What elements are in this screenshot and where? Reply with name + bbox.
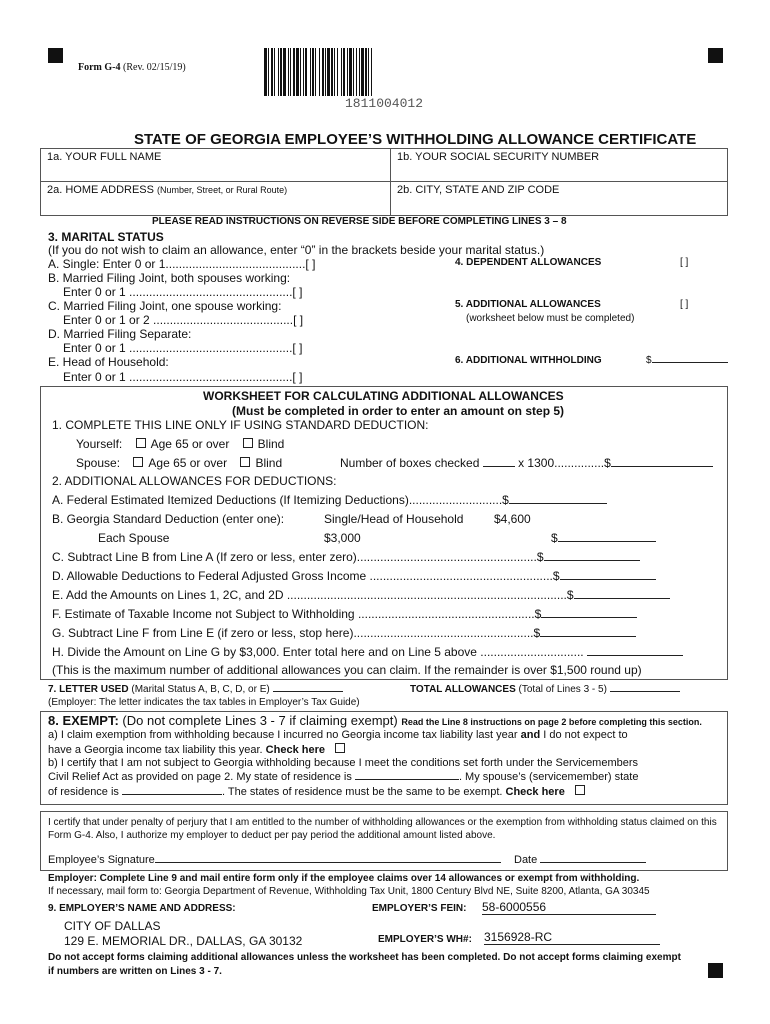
yourself-blind-checkbox[interactable]	[243, 438, 253, 448]
worksheet-note: (This is the maximum number of additional allowances you can claim. If the remainder is over $1,500 round up)	[52, 663, 642, 677]
barcode-bar	[274, 48, 275, 96]
marital-c[interactable]: Enter 0 or 1 or 2 ..........................................[ ]	[63, 313, 304, 327]
yourself-row: Yourself: Age 65 or over Blind	[76, 437, 285, 451]
barcode-bar	[296, 48, 299, 96]
letter-used-row[interactable]: 7. LETTER USED (Marital Status A, B, C, D, or E)	[48, 684, 343, 695]
worksheet-line-b: B. Georgia Standard Deduction (enter one):	[52, 512, 285, 526]
state-of-residence-field[interactable]	[355, 779, 459, 780]
home-address-field[interactable]: 2a. HOME ADDRESS (Number, Street, or Rural Route)	[47, 184, 288, 196]
ssn-field[interactable]: 1b. YOUR SOCIAL SECURITY NUMBER	[397, 151, 600, 163]
employer-wh-label: EMPLOYER’S WH#:	[378, 934, 472, 945]
employer-fein-field[interactable]: 58-6000556	[482, 900, 656, 915]
employer-instructions: Employer: Complete Line 9 and mail entire form only if the employee claims over 14 allowances or exempt from withholding.	[48, 873, 640, 884]
worksheet-line-d[interactable]: D. Allowable Deductions to Federal Adjusted Gross Income .......................................................$	[52, 569, 656, 583]
worksheet-subtitle: (Must be completed in order to enter an amount on step 5)	[232, 404, 565, 418]
employer-wh-field[interactable]: 3156928-RC	[484, 930, 660, 945]
exempt-a-line1: a) I claim exemption from withholding because I incurred no Georgia income tax liability last year and I do not expect to	[48, 729, 628, 741]
barcode-bar	[368, 48, 369, 96]
each-spouse-label: Each Spouse	[98, 531, 170, 545]
employer-letter-note: (Employer: The letter indicates the tax tables in Employer’s Tax Guide)	[48, 697, 360, 708]
employer-name-label: 9. EMPLOYER’S NAME AND ADDRESS:	[48, 903, 236, 914]
barcode-bar	[341, 48, 342, 96]
instructions-note: PLEASE READ INSTRUCTIONS ON REVERSE SIDE BEFORE COMPLETING LINES 3 – 8	[152, 216, 567, 227]
registration-mark-top-left	[48, 48, 63, 63]
signature-date-field[interactable]: Date	[514, 854, 646, 866]
worksheet-line-a[interactable]: A. Federal Estimated Itemized Deductions (If Itemizing Deductions)............................$	[52, 493, 607, 507]
barcode-bar	[264, 48, 267, 96]
barcode-bar	[337, 48, 338, 96]
each-spouse-amount: $3,000	[324, 531, 361, 545]
employee-signature-field[interactable]: Employee’s Signature	[48, 854, 501, 866]
additional-allowances-label: 5. ADDITIONAL ALLOWANCES	[455, 299, 601, 310]
barcode-bar	[283, 48, 286, 96]
worksheet-line-g[interactable]: G. Subtract Line F from Line E (if zero or less, stop here)......................................................$	[52, 626, 636, 640]
exempt-heading: 8. EXEMPT: (Do not complete Lines 3 - 7 if claiming exempt) Read the Line 8 instructions on page 2 before completing this section.	[48, 713, 702, 728]
barcode-bar	[331, 48, 333, 96]
dependent-allowances-field[interactable]: [ ]	[680, 257, 689, 268]
exempt-a-line2: have a Georgia income tax liability this year. Check here	[48, 743, 350, 756]
worksheet-line-h[interactable]: H. Divide the Amount on Line G by $3,000. Enter total here and on Line 5 above ...............................	[52, 645, 683, 659]
registration-mark-bottom-right	[708, 963, 723, 978]
employer-name-value: CITY OF DALLAS	[64, 919, 161, 933]
marital-e-label: E. Head of Household:	[48, 355, 169, 369]
barcode-bar	[288, 48, 289, 96]
employer-address-value: 129 E. MEMORIAL DR., DALLAS, GA 30132	[64, 934, 303, 948]
marital-c-label: C. Married Filing Joint, one spouse working:	[48, 299, 282, 313]
barcode-bar	[280, 48, 282, 96]
spouse-state-of-residence-field[interactable]	[122, 794, 222, 795]
full-name-field[interactable]: 1a. YOUR FULL NAME	[47, 151, 162, 163]
exempt-b-line1: b) I certify that I am not subject to Georgia withholding because I meet the conditions set forth under the Servicemembers	[48, 757, 639, 769]
barcode-bar	[325, 48, 326, 96]
exempt-a-checkbox[interactable]	[335, 743, 345, 753]
employer-fein-label: EMPLOYER’S FEIN:	[372, 903, 467, 914]
barcode-bar	[349, 48, 352, 96]
additional-allowances-note: (worksheet below must be completed)	[466, 313, 635, 324]
barcode-bar	[334, 48, 335, 96]
total-allowances-row[interactable]: TOTAL ALLOWANCES (Total of Lines 3 - 5)	[410, 684, 680, 695]
marital-a[interactable]: A. Single: Enter 0 or 1..........................................[ ]	[48, 257, 316, 271]
barcode-bar	[305, 48, 307, 96]
barcode-bar	[312, 48, 314, 96]
worksheet-line-b-field[interactable]: $	[551, 531, 656, 545]
worksheet-line-e[interactable]: E. Add the Amounts on Lines 1, 2C, and 2D ....................................................................................$	[52, 588, 670, 602]
certification-text: I certify that under penalty of perjury that I am entitled to the number of withholding allowances or the exemption from withholding status claimed on this Form G-4. Also, I authorize my employer to deduct per pay period the additional amount listed above.	[48, 817, 717, 841]
registration-mark-top-right	[708, 48, 723, 63]
barcode-bar	[319, 48, 320, 96]
marital-b-label: B. Married Filing Joint, both spouses working:	[48, 271, 291, 285]
marital-e[interactable]: Enter 0 or 1 .................................................[ ]	[63, 370, 303, 384]
spouse-blind-checkbox[interactable]	[240, 457, 250, 467]
additional-withholding-field[interactable]: $	[646, 355, 728, 366]
yourself-age65-checkbox[interactable]	[136, 438, 146, 448]
city-state-zip-field[interactable]: 2b. CITY, STATE AND ZIP CODE	[397, 184, 560, 196]
footer-note: Do not accept forms claiming additional allowances unless the worksheet has been completed. Do not accept forms claiming exempt if numbers are written on Lines 3 - 7.	[48, 952, 681, 977]
barcode-bar	[268, 48, 269, 96]
boxes-checked-row[interactable]: Number of boxes checked x 1300...............$	[340, 456, 713, 470]
marital-status-note: (If you do not wish to claim an allowance, enter “0” in the brackets beside your marital status.)	[48, 243, 545, 257]
single-hoh-amount: $4,600	[494, 512, 531, 526]
marital-d-label: D. Married Filing Separate:	[48, 327, 192, 341]
exempt-b-checkbox[interactable]	[575, 785, 585, 795]
barcode-bar	[271, 48, 273, 96]
barcode-bar	[343, 48, 345, 96]
barcode-bar	[353, 48, 354, 96]
barcode-bar	[278, 48, 279, 96]
form-id: Form G-4 (Rev. 02/15/19)	[78, 62, 186, 73]
barcode-bar	[293, 48, 295, 96]
marital-status-heading: 3. MARITAL STATUS	[48, 230, 164, 244]
barcode-bar	[310, 48, 311, 96]
barcode-number: 1811004012	[345, 96, 424, 111]
barcode-bar	[356, 48, 357, 96]
barcode-bar	[322, 48, 324, 96]
barcode-bar	[347, 48, 348, 96]
barcode-bar	[371, 48, 372, 96]
barcode-bar	[300, 48, 301, 96]
spouse-row: Spouse: Age 65 or over Blind	[76, 456, 283, 470]
marital-b[interactable]: Enter 0 or 1 .................................................[ ]	[63, 285, 303, 299]
additional-allowances-field[interactable]: [ ]	[680, 299, 689, 310]
single-hoh-label: Single/Head of Household	[324, 512, 464, 526]
page-title: STATE OF GEORGIA EMPLOYEE’S WITHHOLDING ALLOWANCE CERTIFICATE	[134, 131, 697, 148]
barcode-bar	[303, 48, 304, 96]
barcode-bar	[290, 48, 291, 96]
additional-withholding-label: 6. ADDITIONAL WITHHOLDING	[455, 355, 602, 366]
barcode-bar	[359, 48, 360, 96]
worksheet-title: WORKSHEET FOR CALCULATING ADDITIONAL ALLOWANCES	[203, 389, 564, 403]
marital-d[interactable]: Enter 0 or 1 .................................................[ ]	[63, 341, 303, 355]
worksheet-line-c[interactable]: C. Subtract Line B from Line A (If zero or less, enter zero)......................................................$	[52, 550, 640, 564]
barcode-bar	[361, 48, 364, 96]
barcode-bar	[327, 48, 330, 96]
worksheet-line-f[interactable]: F. Estimate of Taxable Income not Subject to Withholding .....................................................$	[52, 607, 637, 621]
barcode-bar	[315, 48, 316, 96]
spouse-age65-checkbox[interactable]	[133, 457, 143, 467]
mailing-address: If necessary, mail form to: Georgia Department of Revenue, Withholding Tax Unit, 1800 Century Blvd NE, Suite 8200, Atlanta, GA 30345	[48, 886, 650, 897]
dependent-allowances-label: 4. DEPENDENT ALLOWANCES	[455, 257, 602, 268]
exempt-b-line3: of residence is . The states of residence must be the same to be exempt. Check here	[48, 785, 590, 798]
worksheet-line-1: 1. COMPLETE THIS LINE ONLY IF USING STANDARD DEDUCTION:	[52, 418, 429, 432]
exempt-b-line2: Civil Relief Act as provided on page 2. My state of residence is . My spouse’s (servicemember) state	[48, 771, 639, 783]
worksheet-line-2: 2. ADDITIONAL ALLOWANCES FOR DEDUCTIONS:	[52, 474, 337, 488]
barcode-bar	[365, 48, 367, 96]
barcode	[264, 48, 460, 96]
